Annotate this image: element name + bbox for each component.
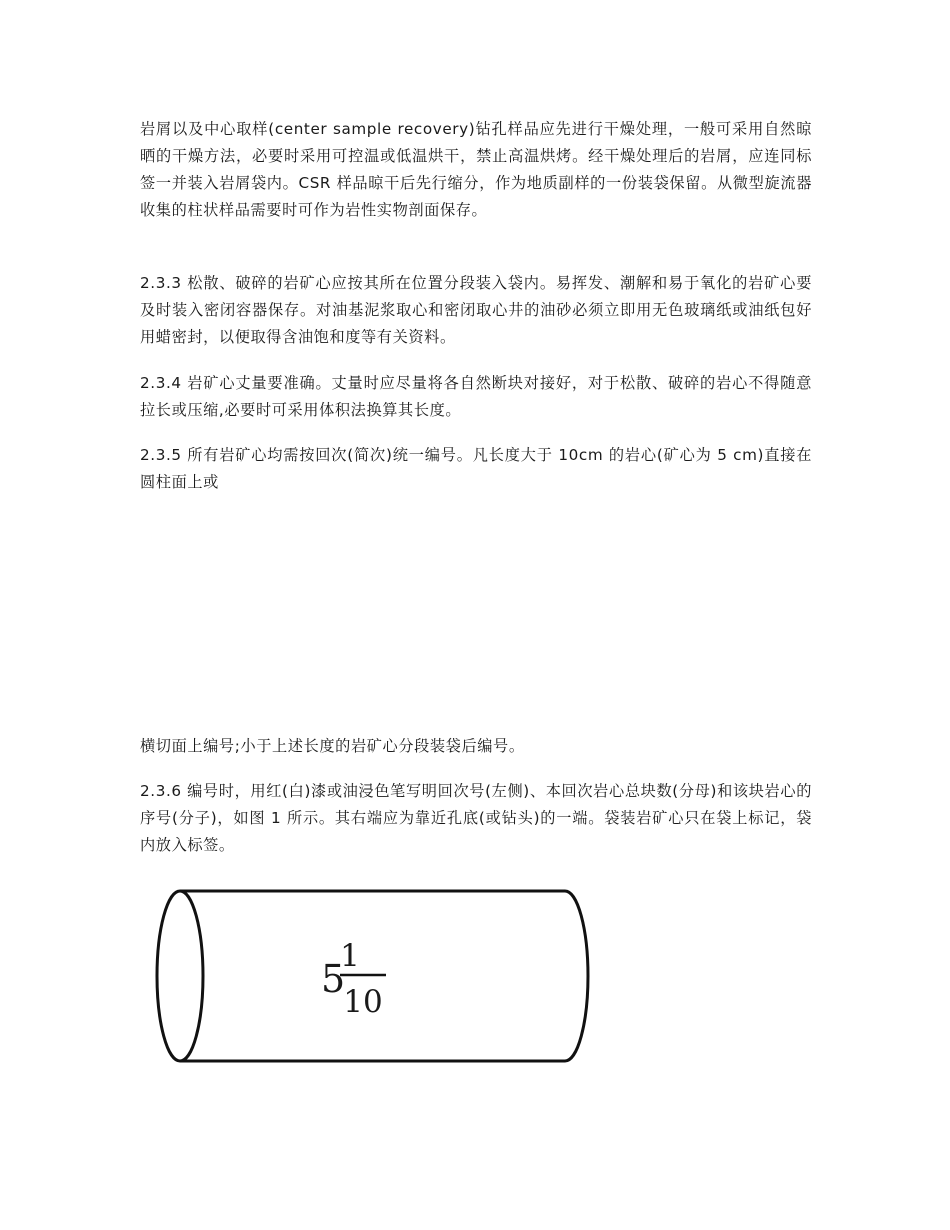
figure-numerator: 1 bbox=[340, 938, 360, 974]
core-cylinder-figure bbox=[150, 884, 600, 1074]
paragraph-sample-drying: 岩屑以及中心取样(center sample recovery)钻孔样品应先进行干燥处理，一般可采用自然晾晒的干燥方法，必要时采用可控温或低温烘干，禁止高温烘烤。经干燥处理后的岩屑，应连同标签一并装入岩屑袋内。CSR 样品晾干后先行缩分，作为地质副样的一份装袋保留。从微型旋流器收集的柱状样品需要时可作为岩性实物剖面保存。 bbox=[140, 120, 812, 219]
paragraph-2-3-6: 2.3.6 编号时，用红(白)漆或油浸色笔写明回次号(左侧)、本回次岩心总块数(分母)和该块岩心的序号(分子)，如图 1 所示。其右端应为靠近孔底(或钻头)的一端。袋装岩矿心只在袋上标记，袋内放入标签。 bbox=[140, 782, 812, 854]
paragraph-2-3-3: 2.3.3 松散、破碎的岩矿心应按其所在位置分段装入袋内。易挥发、潮解和易于氧化的岩矿心要及时装入密闭容器保存。对油基泥浆取心和密闭取心井的油砂必须立即用无色玻璃纸或油纸包好用蜡密封，以便取得含油饱和度等有关资料。 bbox=[140, 274, 812, 346]
figure-denominator: 10 bbox=[343, 984, 383, 1020]
core-cylinder-drawing bbox=[150, 884, 600, 1074]
cylinder-left-face bbox=[157, 891, 203, 1061]
paragraph-2-3-5-continued: 横切面上编号;小于上述长度的岩矿心分段装袋后编号。 bbox=[140, 737, 525, 755]
cylinder-right-edge bbox=[565, 891, 588, 1061]
paragraph-2-3-4: 2.3.4 岩矿心丈量要准确。丈量时应尽量将各自然断块对接好，对于松散、破碎的岩心不得随意拉长或压缩,必要时可采用体积法换算其长度。 bbox=[140, 374, 812, 419]
paragraph-2-3-5: 2.3.5 所有岩矿心均需按回次(简次)统一编号。凡长度大于 10cm 的岩心(矿心为 5 cm)直接在圆柱面上或 bbox=[140, 446, 812, 491]
figure-run-number: 5 bbox=[321, 957, 346, 1001]
